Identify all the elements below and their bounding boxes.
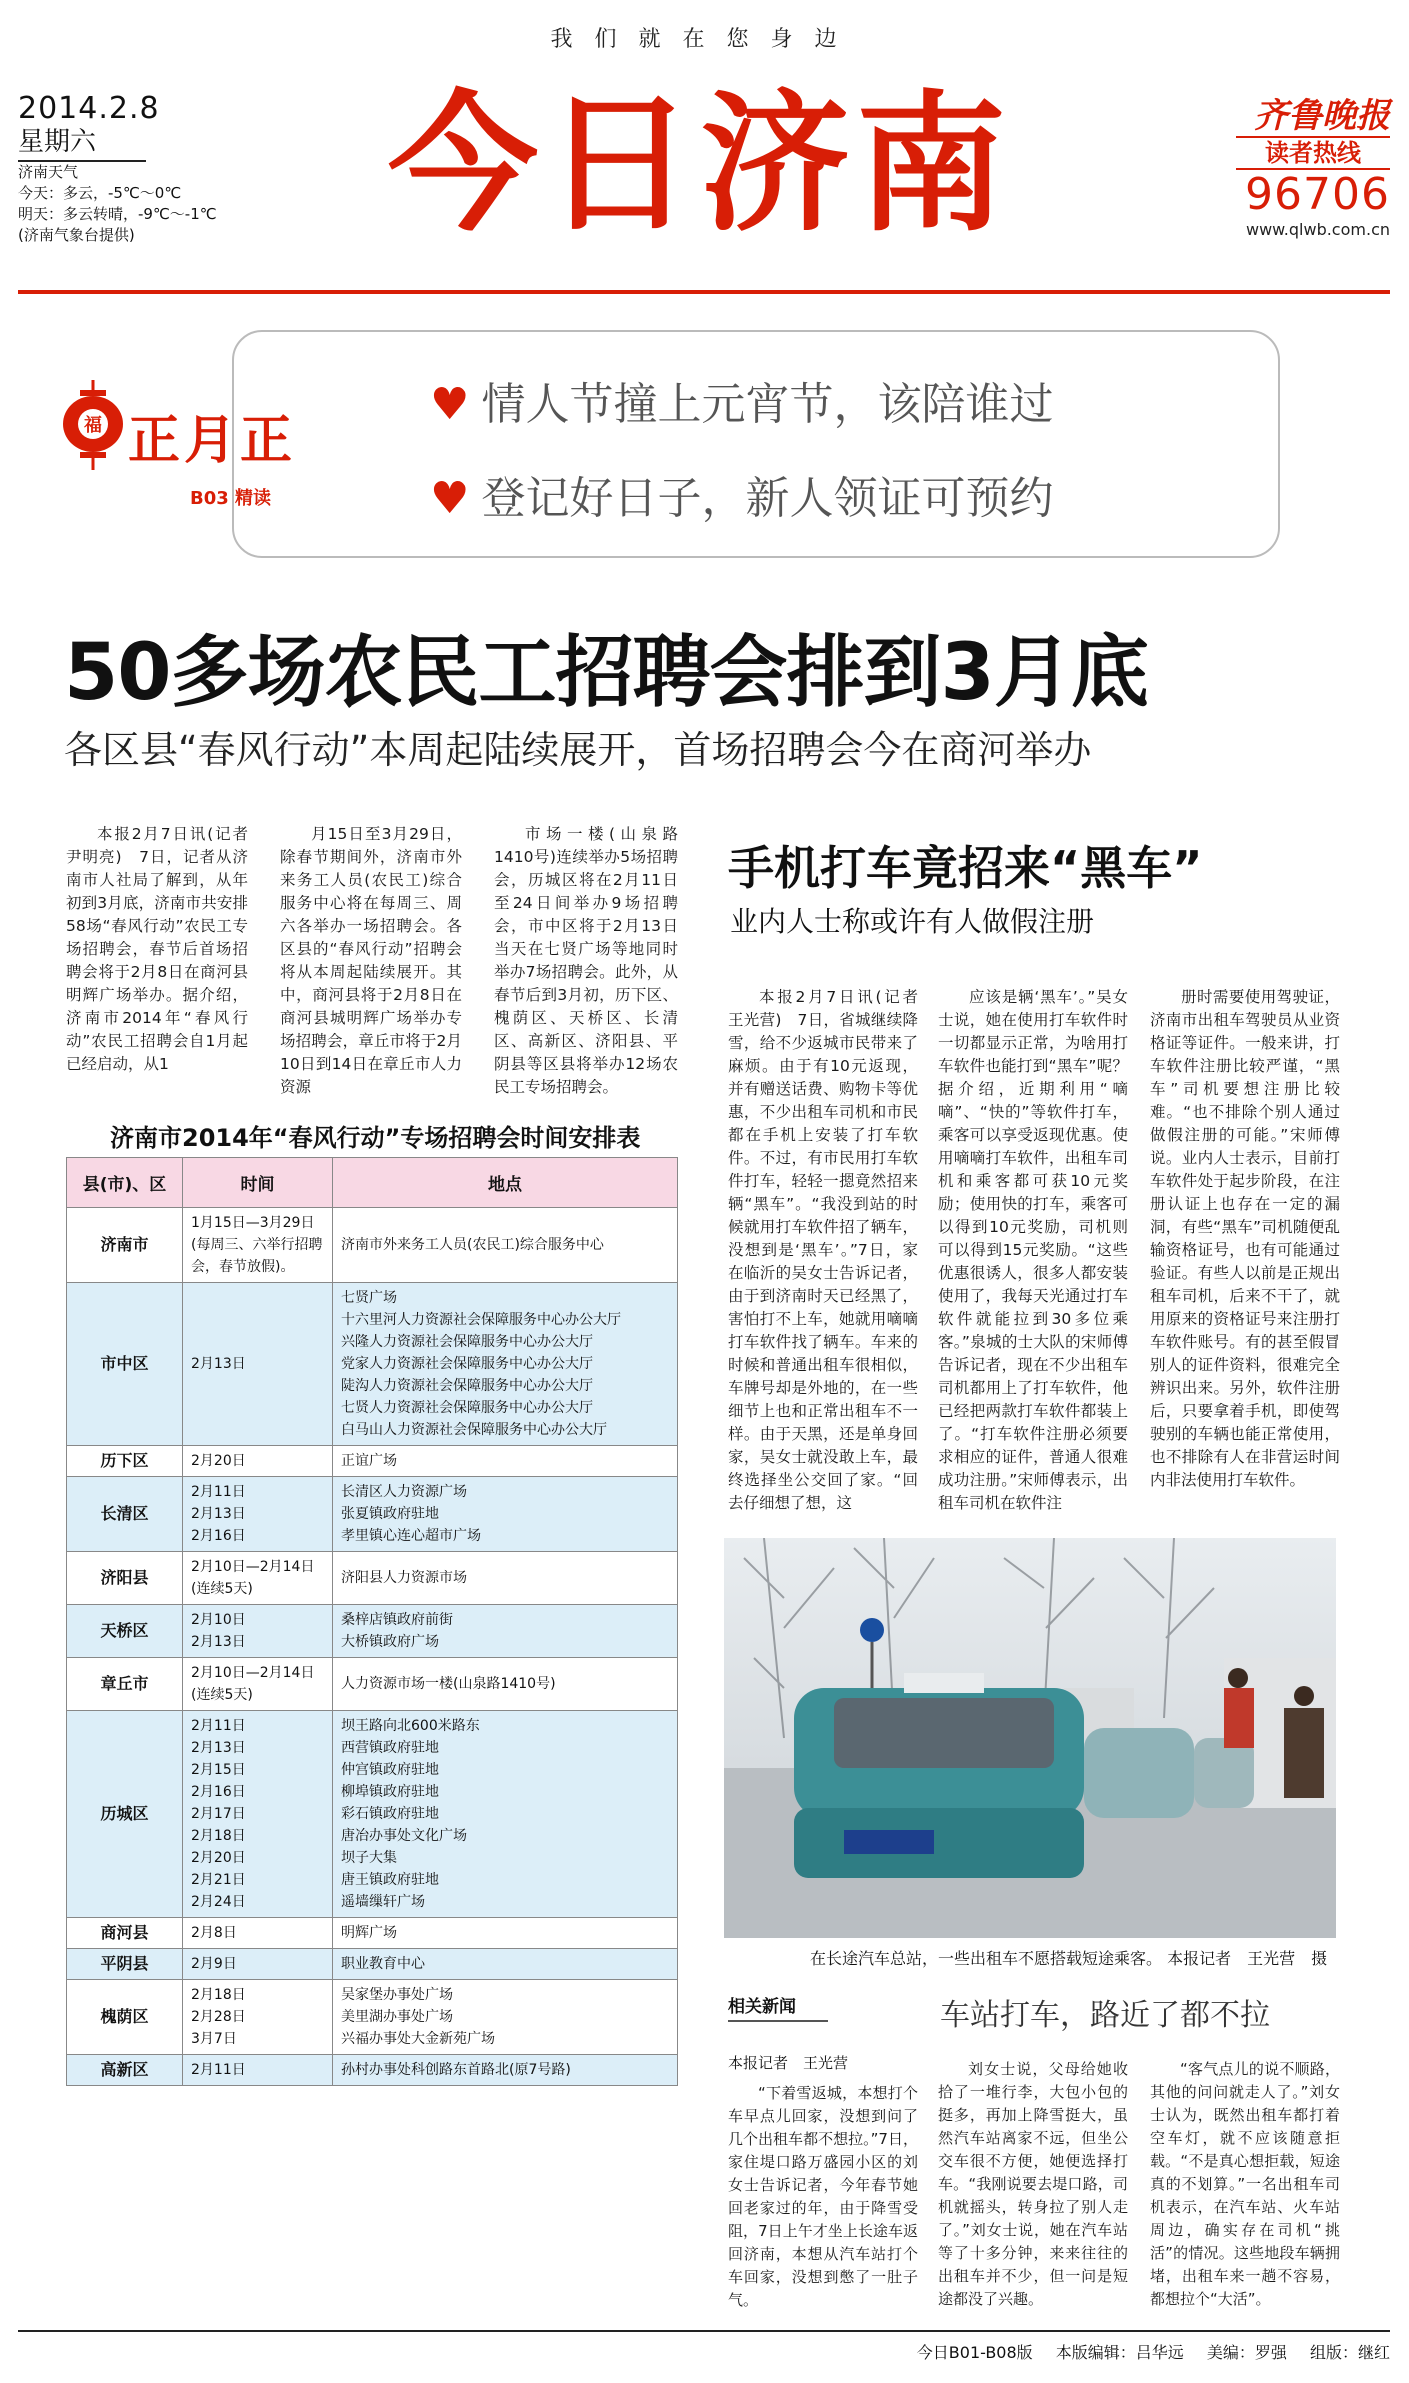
place-cell — [333, 1208, 678, 1283]
district-cell: 商河县 — [67, 1918, 183, 1949]
place-entry: 张夏镇政府驻地 — [341, 1506, 439, 1522]
article3-byline: 本报记者 王光营 — [728, 2054, 849, 2072]
time-entry: 2月18日 — [191, 1987, 246, 2003]
time-entry: 2月21日 — [191, 1872, 246, 1888]
place-entry: 柳埠镇政府驻地 — [341, 1784, 439, 1800]
header-place: 地点 — [333, 1158, 678, 1208]
place-entry: 陡沟人力资源社会保障服务中心办公大厅 — [341, 1378, 593, 1394]
place-entry: 大桥镇政府广场 — [341, 1634, 439, 1650]
masthead-slogan: 我们就在您身边 — [550, 27, 859, 52]
article2-column-3: 册时需要使用驾驶证，济南市出租车驾驶员从业资格证等证件。一般来讲，打车软件注册比较严谨，“黑车”司机要想注册比较难。“也不排除个别人通过做假注册的可能。”宋师傅说。业内人士表示，目前打车软件处于起步阶段，在注册认证上也存在一定的漏洞，有些“黑车”司机随便乱输资格证号，也有可能通过验证。有些人以前是正规出租车司机，后来不干了，就用原来的资格证号来注册打车软件账号。有的甚至假冒别人的证件资料，很难完全辨识出来。另外，软件注册后，只要拿着手机，即使驾驶别的车辆也能正常使用，也不排除有人在非营运时间内非法使用打车软件。 — [1150, 988, 1340, 1489]
table-header-row — [67, 1158, 678, 1208]
time-entry: 2月11日 — [191, 1484, 246, 1500]
place-cell — [333, 1711, 678, 1918]
place-entry: 明辉广场 — [341, 1925, 397, 1941]
place-entry: 唐王镇政府驻地 — [341, 1872, 439, 1888]
time-entry: 2月13日 — [191, 1740, 246, 1756]
place-entry: 彩石镇政府驻地 — [341, 1806, 439, 1822]
header-district: 县(市)、区 — [67, 1158, 183, 1208]
place-entry: 长清区人力资源广场 — [341, 1484, 467, 1500]
place-entry: 七贤人力资源社会保障服务中心办公大厅 — [341, 1400, 593, 1416]
place-entry: 坝子大集 — [341, 1850, 397, 1866]
issue-weekday: 星期六 — [18, 126, 146, 162]
weather-title: 济南天气 — [18, 163, 79, 181]
photo-illustration — [724, 1538, 1336, 1938]
place-entry: 党家人力资源社会保障服务中心办公大厅 — [341, 1356, 593, 1372]
heart-icon: ♥ — [430, 379, 470, 430]
table-row — [67, 1711, 678, 1918]
district-cell: 高新区 — [67, 2055, 183, 2086]
time-entry: 2月20日 — [191, 1850, 246, 1866]
header-time: 时间 — [183, 1158, 333, 1208]
related-news-label: 相关新闻 — [728, 1992, 828, 2022]
time-entry: 2月24日 — [191, 1894, 246, 1910]
district-cell: 历下区 — [67, 1446, 183, 1477]
time-entry: 1月15日—3月29日(每周三、六举行招聘会，春节放假)。 — [191, 1215, 323, 1275]
table-row — [67, 1658, 678, 1711]
date-weather-block — [18, 91, 217, 246]
table-row — [67, 1949, 678, 1980]
lead-headline: 50多场农民工招聘会排到3月底 — [64, 628, 1148, 718]
footer-divider — [18, 2330, 1390, 2332]
article3-column-1: “下着雪返城，本想打个车早点儿回家，没想到问了几个出租车都不想拉。”7日，家住堤口路万盛园小区的刘女士告诉记者，今年春节她回老家过的年，由于降雪受阻，7日上午才坐上长途车返回济南，本想从汽车站打个车回家，没想到憋了一肚子气。 — [728, 2084, 918, 2309]
weather-tomorrow: 明天：多云转晴，-9℃～-1℃ — [18, 205, 217, 223]
schedule-table — [66, 1157, 678, 2086]
place-entry: 孙村办事处科创路东首路北(原7号路) — [341, 2062, 571, 2078]
place-entry: 人力资源市场一楼(山泉路1410号) — [341, 1676, 556, 1692]
lead-column-2: 月15日至3月29日，除春节期间外，济南市外来务工人员(农民工)综合服务中心将在每周三、周六各举办一场招聘会。各区县的“春风行动”招聘会将从本周起陆续展开。其中，商河县将于2月8日在商河县城明辉广场举办专场招聘会，章丘市将于2月10日到14日在章丘市人力资源 — [280, 825, 462, 1096]
badge-text: 正月正 — [128, 410, 297, 471]
weather-source: (济南气象台提供) — [18, 226, 135, 244]
promo-headline-1[interactable] — [430, 368, 1053, 432]
time-entry: 2月13日 — [191, 1634, 246, 1650]
article3-column-3: “客气点儿的说不顺路，其他的问问就走人了。”刘女士认为，既然出租车都打着空车灯，就不应该随意拒载。“不是真心想拒载，短途真的不划算。”一名出租车司机表示，在汽车站、火车站周边，确实存在司机“挑活”的情况。这些地段车辆拥堵，出租车来一趟不容易，都想拉个“大活”。 — [1150, 2060, 1340, 2308]
place-cell — [333, 1658, 678, 1711]
place-entry: 唐冶办事处文化广场 — [341, 1828, 467, 1844]
table-row — [67, 1552, 678, 1605]
place-cell — [333, 1552, 678, 1605]
place-entry: 正谊广场 — [341, 1453, 397, 1469]
time-entry: 2月15日 — [191, 1762, 246, 1778]
place-cell — [333, 1605, 678, 1658]
time-entry: 2月11日 — [191, 2062, 246, 2078]
place-entry: 西营镇政府驻地 — [341, 1740, 439, 1756]
district-cell: 济阳县 — [67, 1552, 183, 1605]
table-row — [67, 1980, 678, 2055]
time-entry: 2月10日—2月14日(连续5天) — [191, 1559, 315, 1597]
place-cell — [333, 2055, 678, 2086]
place-entry: 白马山人力资源社会保障服务中心办公大厅 — [341, 1422, 607, 1438]
footer-designer: 美编：罗强 — [1206, 2343, 1287, 2362]
festival-badge — [58, 380, 378, 480]
time-cell — [183, 1552, 333, 1605]
lantern-char: 福 — [84, 415, 102, 436]
weather-today: 今天：多云，-5℃～0℃ — [18, 184, 182, 202]
page-footer — [720, 2340, 1390, 2363]
district-cell: 槐荫区 — [67, 1980, 183, 2055]
time-cell — [183, 1477, 333, 1552]
place-entry: 坝王路向北600米路东 — [341, 1718, 480, 1734]
website-url[interactable]: www.qlwb.com.cn — [1246, 220, 1390, 239]
place-entry: 遥墙缫轩广场 — [341, 1894, 425, 1910]
article3-column-2: 刘女士说，父母给她收拾了一堆行李，大包小包的挺多，再加上降雪挺大，虽然汽车站离家不远，但坐公交车很不方便，她便选择打车。“我刚说要去堤口路，司机就摇头，转身拉了别人走了。”刘女士说，她在汽车站等了十多分钟，来来往往的出租车并不少，但一问是短途都没了兴趣。 — [938, 2060, 1128, 2308]
news-photo-taxi — [724, 1538, 1336, 1938]
article2-column-2: 应该是辆‘黑车’。”吴女士说，她在使用打车软件时一切都显示正常，为啥用打车软件也能打到“黑车”呢？据介绍，近期利用“嘀嘀”、“快的”等软件打车，乘客可以享受返现优惠。使用嘀嘀打车软件，出租车司机和乘客都可获10元奖励；使用快的打车，乘客可以得到10元奖励，司机则可以得到15元奖励。“这些优惠很诱人，很多人都安装使用了，我每天光通过打车软件就能拉到30多位乘客。”泉城的士大队的宋师傅告诉记者，现在不少出租车司机都用上了打车软件，他已经把两款打车软件都装上了。“打车软件注册必须要求相应的证件，普通人很难成功注册。”宋师傅表示，出租车司机在软件注 — [938, 988, 1128, 1512]
time-entry: 2月13日 — [191, 1356, 246, 1372]
heart-icon: ♥ — [430, 473, 470, 524]
district-cell: 平阴县 — [67, 1949, 183, 1980]
place-entry: 十六里河人力资源社会保障服务中心办公大厅 — [341, 1312, 621, 1328]
article3-title: 车站打车，路近了都不拉 — [940, 1998, 1270, 2033]
place-entry: 兴福办事处大金新苑广场 — [341, 2031, 495, 2047]
time-entry: 2月10日—2月14日(连续5天) — [191, 1665, 315, 1703]
paper-name-logo: 齐鲁晚报 — [1254, 96, 1390, 136]
lead-column-1: 本报2月7日讯(记者 尹明亮) 7日，记者从济南市人社局了解到，从年初到3月底，济南市共安排58场“春风行动”农民工专场招聘会，春节后首场招聘会将于2月8日在商河县明辉广场举办。据介绍，济南市2014年“春风行动”农民工招聘会自1月起已经启动，从1 — [66, 825, 264, 1073]
article2-subtitle: 业内人士称或许有人做假注册 — [730, 905, 1095, 938]
footer-section: 今日B01-B08版 — [916, 2343, 1033, 2362]
time-cell — [183, 1208, 333, 1283]
time-cell — [183, 1283, 333, 1446]
time-cell — [183, 2055, 333, 2086]
photo-caption: 在长途汽车总站，一些出租车不愿搭载短途乘客。 本报记者 王光营 摄 — [810, 1949, 1328, 1968]
footer-editor: 本版编辑：吕华远 — [1055, 2343, 1184, 2362]
table-row — [67, 1605, 678, 1658]
time-cell — [183, 1918, 333, 1949]
district-cell: 济南市 — [67, 1208, 183, 1283]
badge-page-ref: B03 精读 — [190, 488, 272, 509]
article2-title: 手机打车竟招来“黑车” — [728, 841, 1203, 895]
place-entry: 桑梓店镇政府前街 — [341, 1612, 453, 1628]
time-entry: 2月17日 — [191, 1806, 246, 1822]
table-row — [67, 1477, 678, 1552]
time-entry: 2月16日 — [191, 1528, 246, 1544]
district-cell: 长清区 — [67, 1477, 183, 1552]
promo-headline-2-text: 登记好日子，新人领证可预约 — [481, 473, 1054, 524]
place-cell — [333, 1949, 678, 1980]
time-cell — [183, 1949, 333, 1980]
place-entry: 仲宫镇政府驻地 — [341, 1762, 439, 1778]
footer-proofreader: 组版：继红 — [1309, 2343, 1390, 2362]
time-entry: 2月8日 — [191, 1925, 237, 1941]
place-entry: 兴隆人力资源社会保障服务中心办公大厅 — [341, 1334, 593, 1350]
table-row — [67, 2055, 678, 2086]
place-entry: 济南市外来务工人员(农民工)综合服务中心 — [341, 1237, 604, 1253]
time-entry: 2月10日 — [191, 1612, 246, 1628]
time-cell — [183, 1605, 333, 1658]
table-row — [67, 1918, 678, 1949]
time-entry: 2月16日 — [191, 1784, 246, 1800]
place-entry: 七贤广场 — [341, 1290, 397, 1306]
place-entry: 孝里镇心连心超市广场 — [341, 1528, 481, 1544]
table-row — [67, 1208, 678, 1283]
issue-date: 2014.2.8 — [18, 91, 160, 126]
place-entry: 美里湖办事处广场 — [341, 2009, 453, 2025]
district-cell: 天桥区 — [67, 1605, 183, 1658]
place-entry: 济阳县人力资源市场 — [341, 1570, 467, 1586]
time-entry: 2月20日 — [191, 1453, 246, 1469]
promo-headline-2[interactable] — [430, 462, 1053, 526]
place-entry: 职业教育中心 — [341, 1956, 425, 1972]
lead-column-3: 市场一楼(山泉路1410号)连续举办5场招聘会，历城区将在2月11日至24日间举办9场招聘会，市中区将于2月13日当天在七贤广场等地同时举办7场招聘会。此外，从春节后到3月初，历下区、槐荫区、天桥区、长清区、高新区、济阳县、平阴县等区县将举办12场农民工专场招聘会。 — [494, 825, 678, 1096]
time-cell — [183, 1446, 333, 1477]
masthead-divider — [18, 290, 1390, 294]
time-entry: 2月9日 — [191, 1956, 237, 1972]
time-cell — [183, 1658, 333, 1711]
time-entry: 2月13日 — [191, 1506, 246, 1522]
district-cell: 历城区 — [67, 1711, 183, 1918]
lantern-icon — [58, 380, 128, 470]
hotline-label: 读者热线 — [1236, 136, 1390, 170]
time-entry: 3月7日 — [191, 2031, 237, 2047]
table-row — [67, 1283, 678, 1446]
schedule-table-title: 济南市2014年“春风行动”专场招聘会时间安排表 — [110, 1124, 641, 1152]
time-cell — [183, 1711, 333, 1918]
paper-info — [1180, 96, 1390, 239]
time-entry: 2月28日 — [191, 2009, 246, 2025]
hotline-number: 96706 — [1245, 169, 1390, 220]
time-cell — [183, 1980, 333, 2055]
place-cell — [333, 1980, 678, 2055]
district-cell: 章丘市 — [67, 1658, 183, 1711]
table-row — [67, 1446, 678, 1477]
place-cell — [333, 1918, 678, 1949]
article2-column-1: 本报2月7日讯(记者 王光营) 7日，省城继续降雪，给不少返城市民带来了麻烦。由于有10元返现，并有赠送话费、购物卡等优惠，不少出租车司机和市民都在手机上安装了打车软件。不过，有市民用打车软件打车，轻轻一摁竟然招来辆“黑车”。“我没到站的时候就用打车软件招了辆车，没想到是‘黑车’。”7日，家在临沂的吴女士告诉记者，由于到济南时天已经黑了，害怕打不上车，她就用嘀嘀打车软件找了辆车。车来的时候和普通出租车很相似，车牌号却是外地的，在一些细节上也和正常出租车不一样。由于天黑，还是单身回家，吴女士就没敢上车，最终选择坐公交回了家。“回去仔细想了想，这 — [728, 988, 934, 1512]
masthead-title: 今日济南 — [387, 78, 1012, 252]
table-body — [67, 1208, 678, 2086]
place-cell — [333, 1283, 678, 1446]
time-entry: 2月18日 — [191, 1828, 246, 1844]
promo-headline-1-text: 情人节撞上元宵节，该陪谁过 — [481, 379, 1054, 430]
district-cell: 市中区 — [67, 1283, 183, 1446]
time-entry: 2月11日 — [191, 1718, 246, 1734]
place-entry: 吴家堡办事处广场 — [341, 1987, 453, 2003]
place-cell — [333, 1446, 678, 1477]
lead-subhead: 各区县“春风行动”本周起陆续展开，首场招聘会今在商河举办 — [64, 728, 1092, 772]
place-cell — [333, 1477, 678, 1552]
